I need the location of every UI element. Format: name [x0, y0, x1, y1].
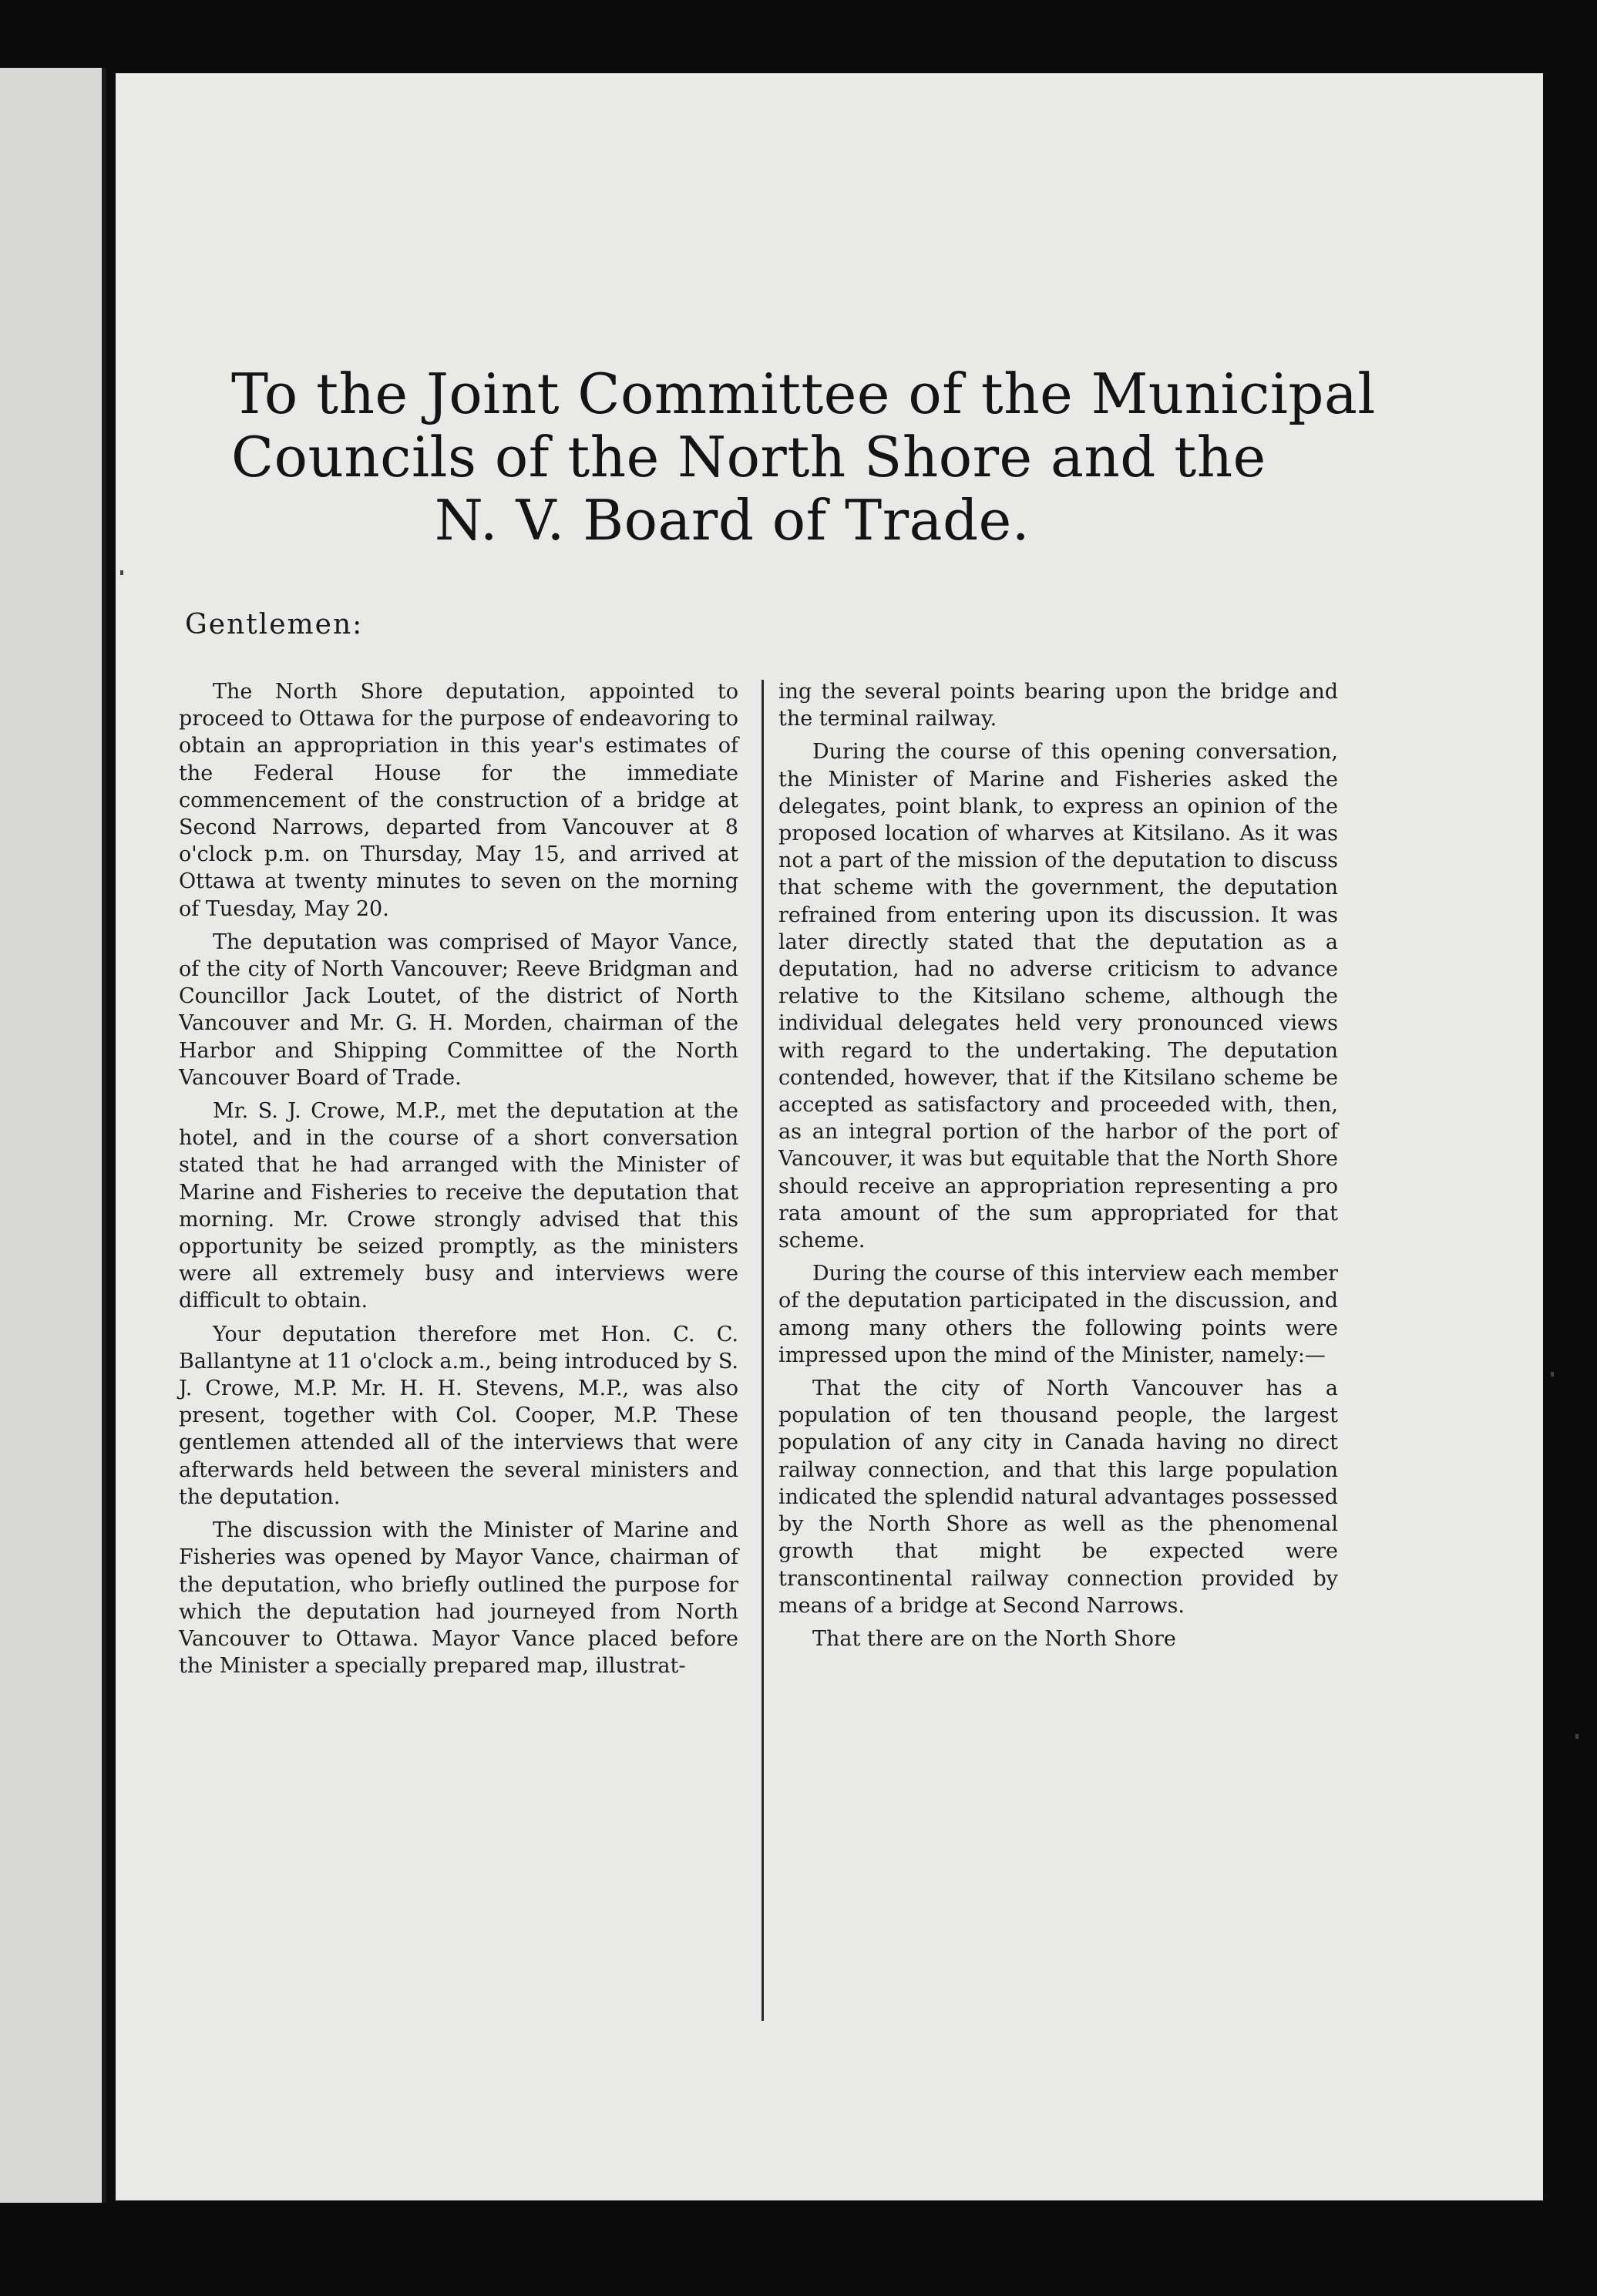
scan-speck	[120, 570, 123, 575]
paragraph: The discussion with the Minister of Marine and Fisheries was opened by Mayor Vance, chairman of the deputation, who briefly outlined the purpose for which the deputation had journeyed from North Vancouver to Ottawa. Mayor Vance placed before the Minister a specially prepared map, illustrat-	[179, 1518, 738, 1679]
right-column	[778, 678, 1338, 1659]
column-divider	[762, 680, 764, 2021]
title-line: Councils of the North Shore and the	[231, 425, 1266, 489]
paragraph: That the city of North Vancouver has a population of ten thousand people, the largest population of any city in Canada having no direct railway connection, and that this large population indicated the splendid natural advantages possessed by the North Shore as well as the phenomenal growth that might be expected were transcontinental railway connection provided by means of a bridge at Second Narrows.	[778, 1377, 1338, 1618]
paragraph: The North Shore deputation, appointed to proceed to Ottawa for the purpose of endeavoring to obtain an appropriation in this year's estimates of the Federal House for the immediate commencement of the construction of a bridge at Second Narrows, departed from Vancouver at 8 o'clock p.m. on Thursday, May 15, and arrived at Ottawa at twenty minutes to seven on the morning of Tuesday, May 20.	[179, 680, 738, 921]
paragraph: Mr. S. J. Crowe, M.P., met the deputation at the hotel, and in the course of a short conversation stated that he had arranged with the Minister of Marine and Fisheries to receive the deputation that morning. Mr. Crowe strongly advised that this opportunity be seized promptly, as the ministers were all extremely busy and interviews were difficult to obtain.	[179, 1099, 738, 1313]
scan-speck	[1551, 1372, 1554, 1377]
paragraph: That there are on the North Shore	[812, 1626, 1176, 1651]
paragraph: During the course of this opening conversation, the Minister of Marine and Fisheries asked the delegates, point blank, to express an opinion of the proposed location of wharves at Kitsilano. As it was not a part of the mission of the deputation to discuss that scheme with the government, the deputation refrained from entering upon its discussion. It was later directly stated that the deputation as a deputation, had no adverse criticism to advance relative to the Kitsilano scheme, although the individual delegates held very pronounced views with regard to the undertaking. The deputation contended, however, that if the Kitsilano scheme be accepted as satisfactory and proceeded with, then, as an integral portion of the harbor of the port of Vancouver, it was but equitable that the North Shore should receive an appropriation representing a pro rata amount of the sum appropriated for that scheme.	[778, 740, 1338, 1253]
title-line: N. V. Board of Trade.	[434, 488, 1030, 553]
document-title	[231, 361, 1376, 553]
page-gutter	[106, 68, 116, 2203]
facing-page-edge	[0, 68, 106, 2203]
paragraph: The deputation was comprised of Mayor Vance, of the city of North Vancouver; Reeve Bridgman and Councillor Jack Loutet, of the district of North Vancouver and Mr. G. H. Morden, chairman of the Harbor and Shipping Committee of the North Vancouver Board of Trade.	[179, 929, 738, 1090]
title-line: To the Joint Committee of the Municipal	[231, 361, 1376, 426]
scan-speck	[1575, 1734, 1579, 1739]
salutation: Gentlemen:	[185, 609, 364, 640]
paragraph: Your deputation therefore met Hon. C. C. Ballantyne at 11 o'clock a.m., being introduced by S. J. Crowe, M.P. Mr. H. H. Stevens, M.P., was also present, together with Col. Cooper, M.P. These gentlemen attended all of the interviews that were afterwards held between the several ministers and the deputation.	[179, 1322, 738, 1509]
left-column	[179, 678, 738, 1686]
paragraph-continuation: ing the several points bearing upon the bridge and the terminal railway.	[778, 680, 1338, 731]
paragraph: During the course of this interview each member of the deputation participated in the discussion, and among many others the following points were impressed upon the mind of the Minister, namely:—	[778, 1262, 1338, 1367]
